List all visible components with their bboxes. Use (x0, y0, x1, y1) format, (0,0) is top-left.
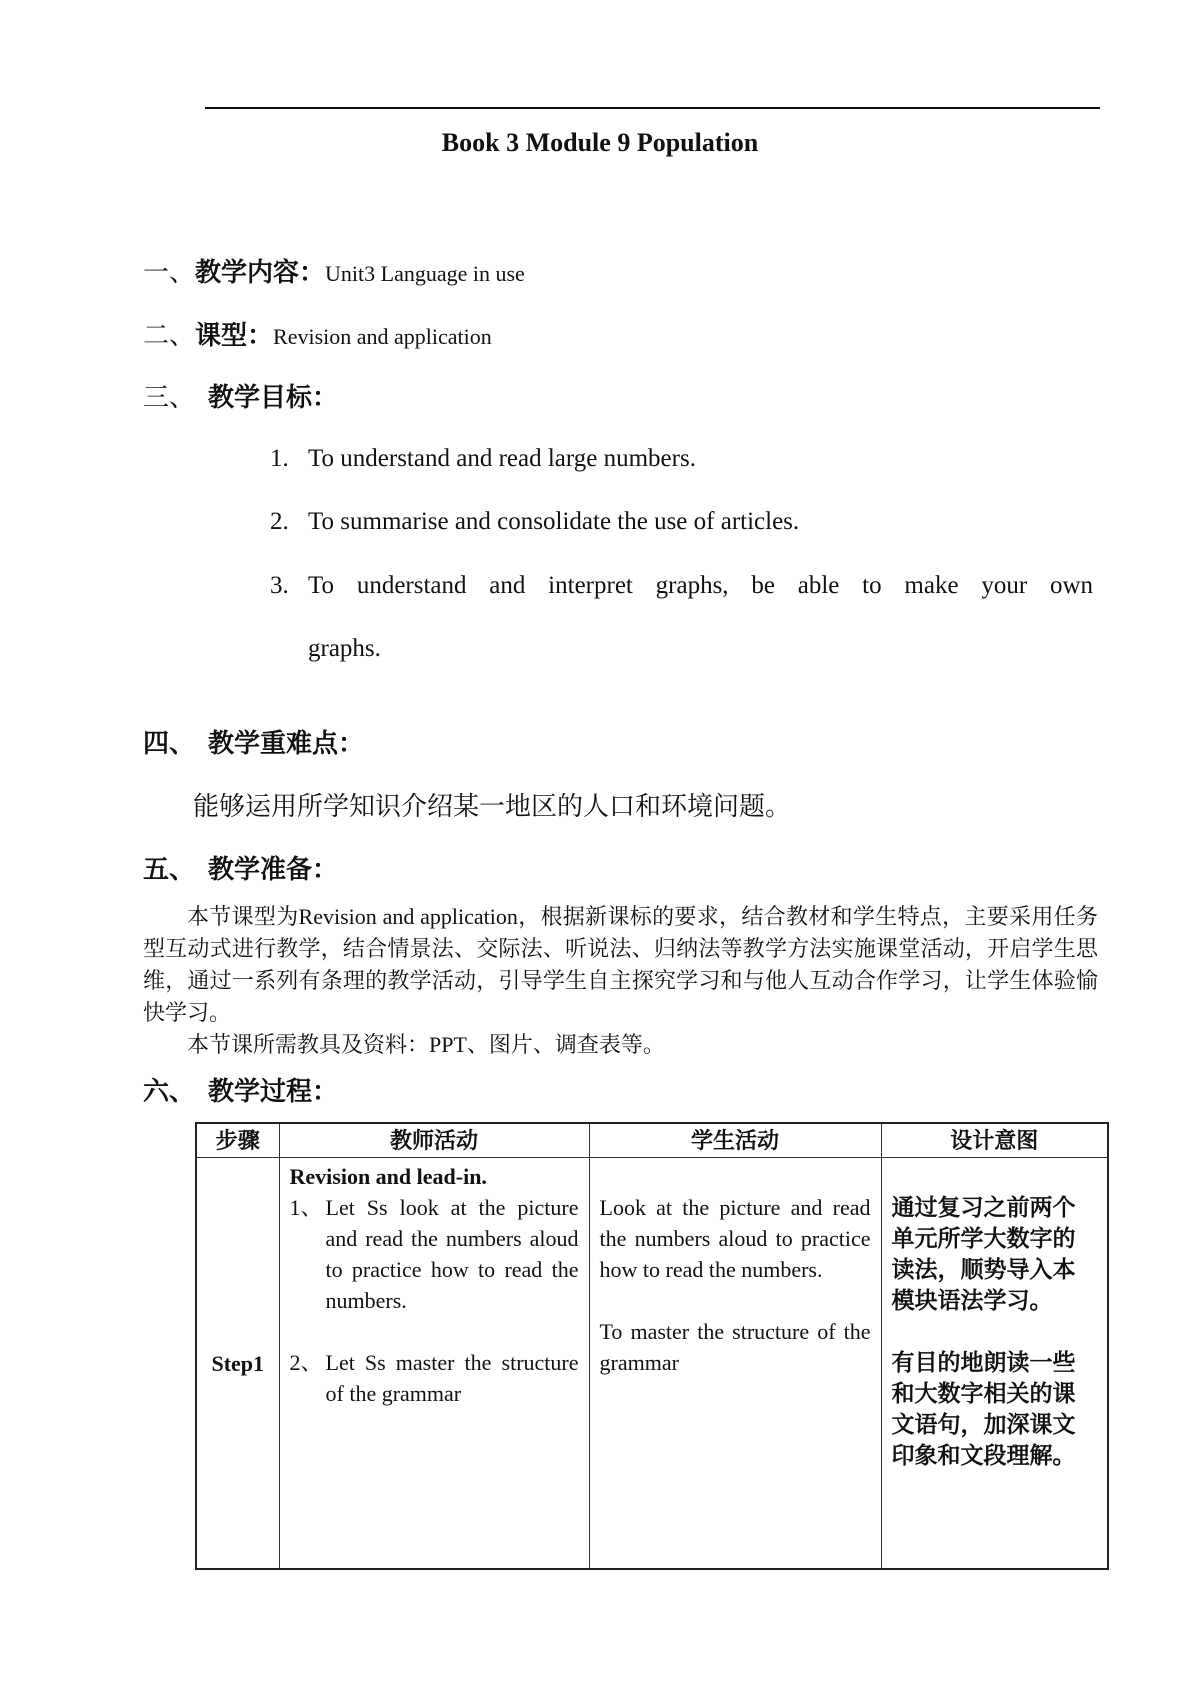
header-step: 步骤 (196, 1123, 279, 1158)
prep-paragraph: 本节课型为Revision and application，根据新课标的要求，结合教材和学生特点，主要采用任务型互动式进行教学，结合情景法、交际法、听说法、归纳法等教学方法实施课堂活动，开启学生思维，通过一系列有条理的教学活动，引导学生自主探究学习和与他人互动合作学习，让学生体验愉快学习。 (143, 904, 1098, 1025)
item-text: Let Ss master the structure of the grammar (325, 1350, 579, 1406)
section-number: 四、 (143, 729, 196, 758)
goal-number: 3. (270, 572, 289, 599)
section-keypoints (143, 726, 364, 762)
intent-cell (881, 1158, 1108, 1570)
goal-item (270, 504, 799, 540)
item-marker: 2、 (289, 1350, 323, 1375)
section-value: Unit3 Language in use (325, 261, 525, 286)
teacher-activity-item (290, 1192, 579, 1316)
goal-text-continued: graphs. (308, 635, 381, 662)
goal-text: To understand and read large numbers. (308, 445, 696, 472)
document-title: Book 3 Module 9 Population (441, 128, 759, 157)
step-label: Step1 (196, 1158, 279, 1570)
header-student: 学生活动 (589, 1123, 881, 1158)
goal-item (270, 568, 1093, 604)
section-number: 二、 (143, 321, 196, 350)
process-table (195, 1122, 1109, 1570)
student-activity-text: To master the structure of the grammar (599, 1319, 871, 1375)
item-marker: 1、 (289, 1195, 323, 1220)
header-teacher: 教师活动 (279, 1123, 589, 1158)
goal-text: To understand and interpret graphs, be able to make your own (308, 572, 1093, 599)
teacher-activity-item (290, 1347, 579, 1409)
student-activity-cell (589, 1158, 881, 1570)
section-heading: 教学目标： (208, 383, 339, 412)
teacher-activity-cell (279, 1158, 589, 1570)
section-number: 三、 (143, 383, 196, 412)
section-number: 六、 (143, 1077, 196, 1106)
goal-text: To summarise and consolidate the use of articles. (308, 508, 800, 535)
teacher-activity-title: Revision and lead-in. (289, 1164, 487, 1189)
section-heading: 课型： (195, 321, 274, 350)
section-number: 一、 (143, 258, 196, 287)
keypoints-text: 能够运用所学知识介绍某一地区的人口和环境问题。 (193, 792, 792, 821)
section-process (143, 1074, 338, 1110)
section-type (143, 318, 492, 355)
goal-number: 2. (270, 508, 289, 535)
goal-number: 1. (270, 445, 289, 472)
table-row (196, 1158, 1108, 1570)
section-heading: 教学过程： (208, 1077, 339, 1106)
section-heading: 教学准备： (208, 855, 339, 884)
section-number: 五、 (143, 855, 196, 884)
section-content (143, 255, 525, 292)
section-goals (143, 380, 338, 416)
goal-item (270, 441, 696, 477)
intent-text: 有目的地朗读一些和大数字相关的课文语句，加深课文印象和文段理解。 (891, 1350, 1076, 1468)
header-rule (205, 107, 1100, 109)
intent-text: 通过复习之前两个单元所学大数字的读法，顺势导入本模块语法学习。 (891, 1195, 1076, 1313)
section-prep (143, 852, 338, 888)
prep-materials: 本节课所需教具及资料：PPT、图片、调查表等。 (187, 1032, 665, 1057)
section-heading: 教学内容： (195, 258, 326, 287)
section-value: Revision and application (273, 324, 492, 349)
student-activity-text: Look at the picture and read the numbers aloud to practice how to read the numbers. (599, 1195, 871, 1282)
section-heading: 教学重难点： (208, 729, 365, 758)
header-intent: 设计意图 (881, 1123, 1108, 1158)
table-header-row (196, 1123, 1108, 1158)
item-text: Let Ss look at the picture and read the numbers aloud to practice how to read the numbers. (325, 1195, 579, 1313)
